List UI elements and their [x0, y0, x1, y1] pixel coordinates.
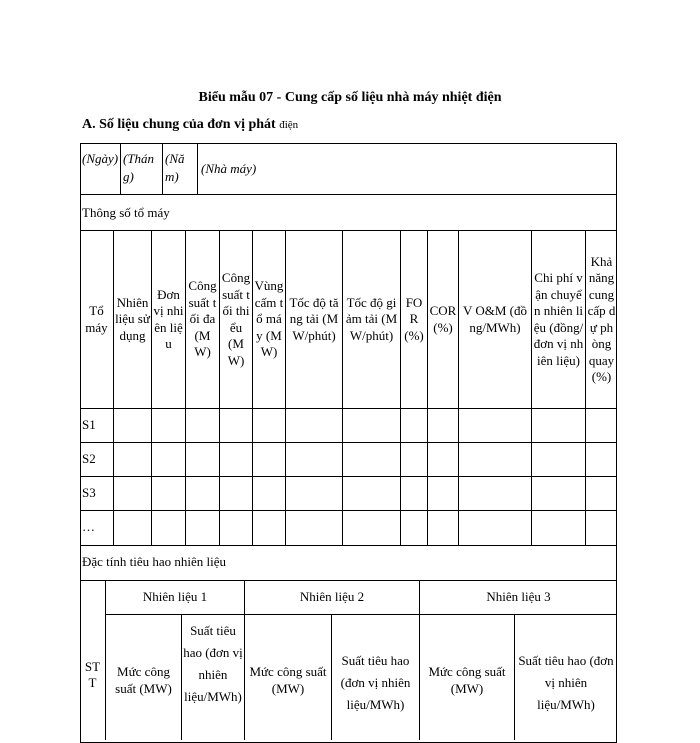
divider — [197, 143, 198, 194]
fuel-label: Nhiên liệu 2 — [299, 589, 365, 605]
col-header-fuel — [114, 231, 151, 408]
unit-params-heading: Thông số tổ máy — [82, 205, 170, 220]
date-day-field[interactable] — [82, 150, 120, 168]
divider — [80, 545, 617, 546]
fuel-3-capacity-header — [420, 664, 514, 704]
fuel-3-consumption-header — [515, 650, 617, 710]
col-header-label: Công suất tối đa (MW) — [188, 278, 217, 360]
col-header-min-capacity — [220, 231, 252, 408]
fuel-2-capacity-header — [245, 664, 331, 704]
table-row-label: S3 — [82, 485, 96, 500]
col-header-label: Mức công suất (MW) — [249, 664, 327, 696]
col-header-label: Tốc độ giảm tải (MW/phút) — [345, 294, 398, 343]
col-header-label: Tốc độ tăng tải (MW/phút) — [289, 294, 339, 343]
divider — [120, 143, 121, 194]
col-header-label: Đơn vị nhiên liệu — [153, 286, 184, 351]
fuel-1-consumption-header — [182, 620, 244, 710]
col-header-label: V O&M (đồng/MWh) — [462, 303, 528, 335]
year-label: (Năm) — [165, 151, 185, 184]
table-row-label: S1 — [82, 417, 96, 432]
plant-name-field[interactable] — [201, 161, 401, 177]
fuel-1-capacity-header — [106, 664, 181, 704]
col-header-label: Suất tiêu hao (đơn vị nhiên liệu/MWh) — [183, 623, 243, 704]
col-header-label: Vùng cấm tổ máy (MW) — [254, 278, 284, 360]
divider — [80, 510, 617, 511]
col-header-fuel-unit — [152, 231, 185, 408]
section-a-heading — [82, 117, 298, 133]
day-label: (Ngày) — [82, 151, 119, 166]
divider — [162, 143, 163, 194]
fuel-label: Nhiên liệu 1 — [142, 589, 208, 605]
section-a-label: A. Số liệu chung của đơn vị phát — [82, 117, 276, 132]
col-header-label: STT — [84, 658, 101, 690]
col-header-label: Mức công suất (MW) — [115, 664, 172, 696]
fuel-2-header — [245, 581, 419, 614]
fuel-consumption-heading: Đặc tính tiêu hao nhiên liệu — [82, 554, 227, 569]
divider — [80, 442, 617, 443]
fuel-1-header — [106, 581, 244, 614]
table-row-label: … — [82, 519, 95, 534]
col-header-label: Công suất tối thiểu (MW) — [221, 270, 251, 368]
col-header-ramp-up — [286, 231, 342, 408]
col-header-vom — [459, 231, 531, 408]
col-header-label: Khả năng cung cấp dự phòng quay (%) — [587, 253, 616, 384]
section-a-tail: điện — [279, 119, 299, 131]
divider — [80, 408, 617, 409]
divider — [80, 476, 617, 477]
month-label: (Tháng) — [123, 151, 155, 184]
col-header-unit — [80, 231, 113, 408]
col-header-label: Mức công suất (MW) — [428, 664, 506, 696]
col-header-stt — [80, 650, 105, 700]
col-header-label: COR (%) — [429, 303, 457, 335]
fuel-label: Nhiên liệu 3 — [486, 589, 551, 605]
table-row-label: S2 — [82, 451, 96, 466]
col-header-label: Tổ máy — [85, 303, 108, 335]
date-year-field[interactable] — [165, 150, 195, 186]
plant-label: (Nhà máy) — [201, 161, 257, 176]
document-title: Biểu mẫu 07 - Cung cấp số liệu nhà máy nhiệt điện — [198, 90, 502, 105]
col-header-for — [401, 231, 427, 408]
fuel-3-header — [420, 581, 617, 614]
date-month-field[interactable] — [123, 150, 161, 186]
col-header-spinning-reserve — [586, 231, 617, 408]
divider — [80, 194, 617, 195]
col-header-ramp-down — [343, 231, 400, 408]
col-header-label: Chi phí vận chuyển nhiên liệu (đồng/đơn vị nhiên liệu) — [533, 270, 584, 368]
col-header-label: Nhiên liệu sử dụng — [115, 294, 150, 343]
col-header-max-capacity — [186, 231, 219, 408]
fuel-2-consumption-header — [332, 650, 419, 710]
col-header-transport-cost — [532, 231, 585, 408]
col-header-forbidden-zone — [253, 231, 285, 408]
col-header-label: Suất tiêu hao (đơn vị nhiên liệu/MWh) — [340, 653, 411, 712]
col-header-cor — [428, 231, 458, 408]
col-header-label: Suất tiêu hao (đơn vị nhiên liệu/MWh) — [518, 653, 614, 712]
col-header-label: FOR (%) — [404, 294, 424, 343]
